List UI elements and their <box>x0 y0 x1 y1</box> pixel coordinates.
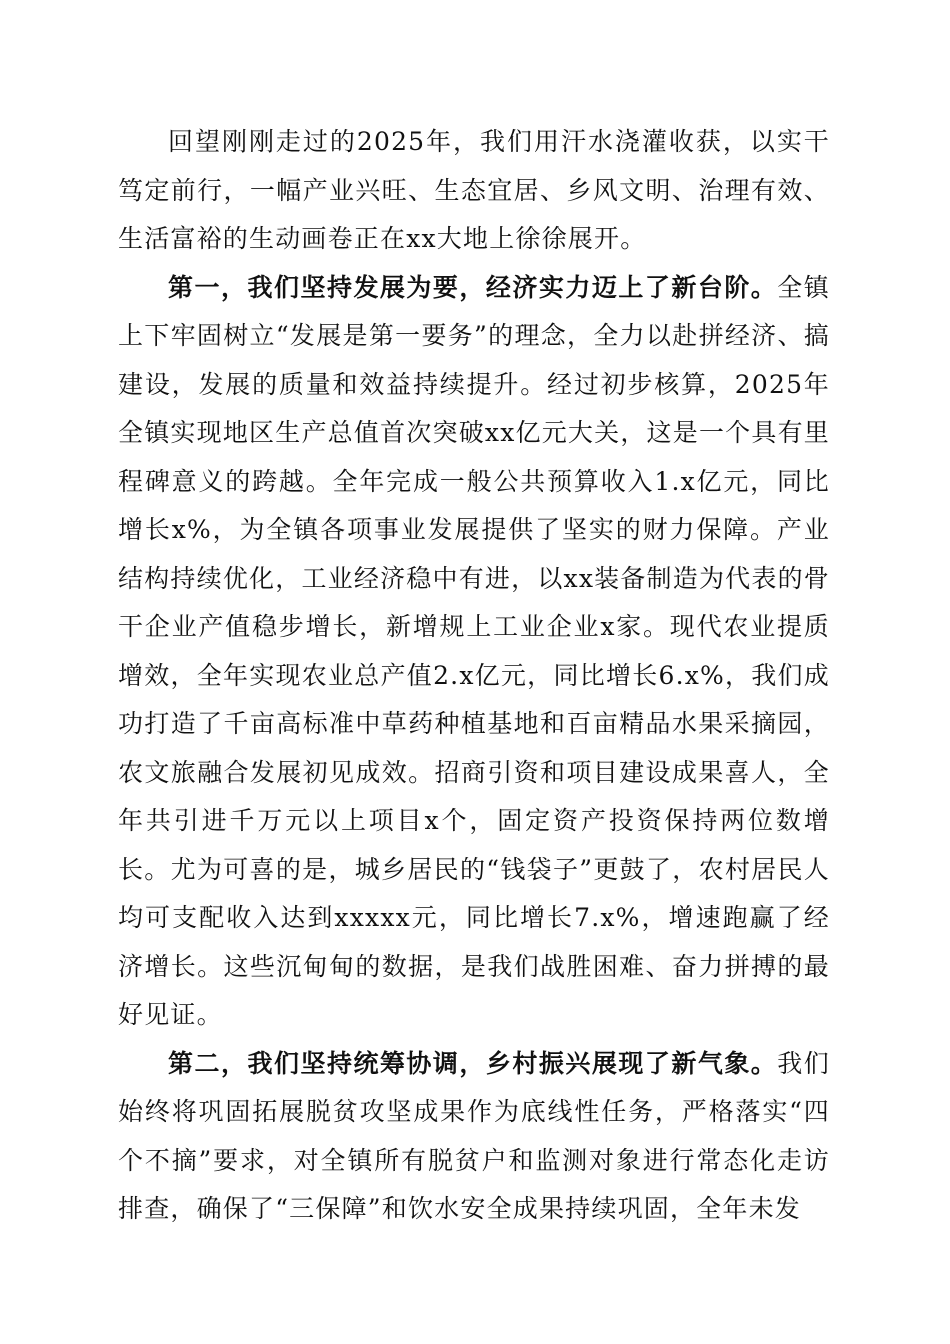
paragraph-economy <box>118 264 830 1040</box>
document-body <box>118 118 830 1234</box>
paragraph-lead: 第二，我们坚持统筹协调，乡村振兴展现了新气象。 <box>168 1048 778 1078</box>
paragraph-intro <box>118 118 830 264</box>
paragraph-text: 回望刚刚走过的2025年，我们用汗水浇灌收获，以实干笃定前行，一幅产业兴旺、生态宜居、乡风文明、治理有效、生活富裕的生动画卷正在xx大地上徐徐展开。 <box>118 127 830 253</box>
paragraph-rural-revitalization <box>118 1040 830 1234</box>
paragraph-lead: 第一，我们坚持发展为要，经济实力迈上了新台阶。 <box>168 272 778 302</box>
paragraph-text: 全镇上下牢固树立“发展是第一要务”的理念，全力以赴拼经济、搞建设，发展的质量和效益持续提升。经过初步核算，2025年全镇实现地区生产总值首次突破xx亿元大关，这是一个具有里程碑意义的跨越。全年完成一般公共预算收入1.x亿元，同比增长x%，为全镇各项事业发展提供了坚实的财力保障。产业结构持续优化，工业经济稳中有进，以xx装备制造为代表的骨干企业产值稳步增长，新增规上工业企业x家。现代农业提质增效，全年实现农业总产值2.x亿元，同比增长6.x%，我们成功打造了千亩高标准中草药种植基地和百亩精品水果采摘园，农文旅融合发展初见成效。招商引资和项目建设成果喜人，全年共引进千万元以上项目x个，固定资产投资保持两位数增长。尤为可喜的是，城乡居民的“钱袋子”更鼓了，农村居民人均可支配收入达到xxxxx元，同比增长7.x%，增速跑赢了经济增长。这些沉甸甸的数据，是我们战胜困难、奋力拼搏的最好见证。 <box>118 272 830 1029</box>
paragraph-text: 我们始终将巩固拓展脱贫攻坚成果作为底线性任务，严格落实“四个不摘”要求，对全镇所有脱贫户和监测对象进行常态化走访排查，确保了“三保障”和饮水安全成果持续巩固，全年未发 <box>118 1048 830 1223</box>
